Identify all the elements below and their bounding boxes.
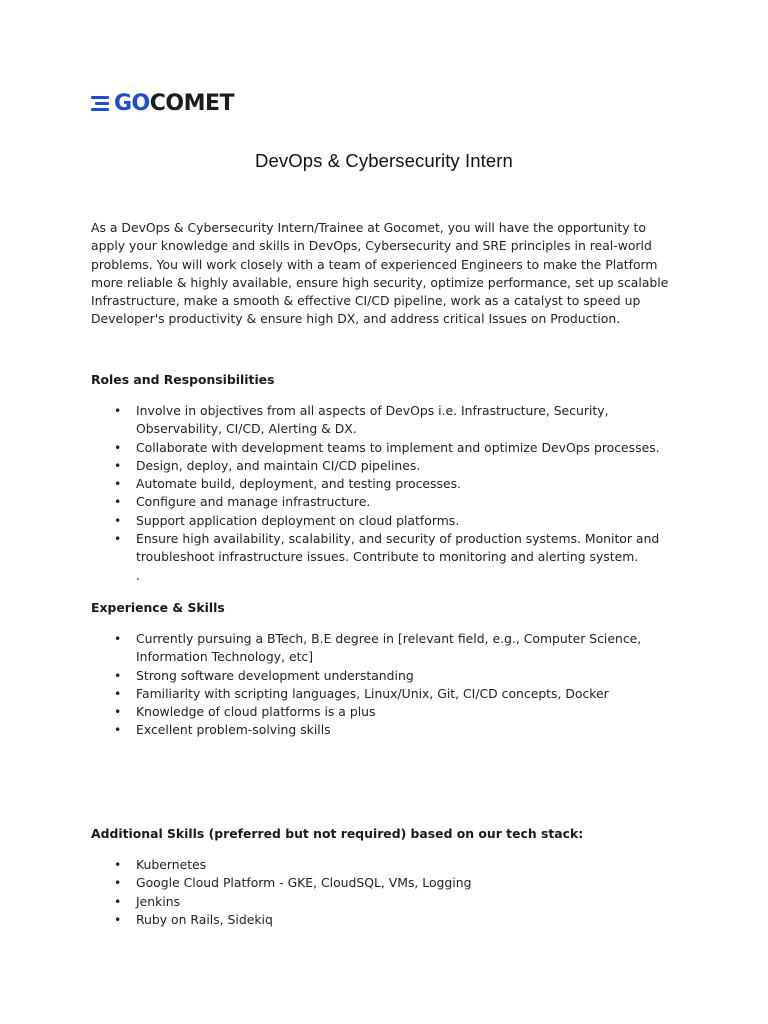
list-item-text: troubleshoot infrastructure issues. Contribute to monitoring and alerting system. (136, 549, 639, 565)
bullet-icon: • (114, 631, 122, 646)
bullet-icon: • (114, 893, 122, 909)
bullet-icon: • (114, 403, 122, 418)
intro-line: problems. You will work closely with a team of experienced Engineers to make the Platform (91, 256, 658, 272)
list-item (91, 475, 691, 493)
list-item-text: Involve in objectives from all aspects of DevOps i.e. Infrastructure, Security, (136, 403, 609, 418)
intro-line: Developer's productivity & ensure high DX, and address critical Issues on Production. (91, 311, 621, 327)
intro-line: Infrastructure, make a smooth & effective CI/CD pipeline, work as a catalyst to speed up (91, 293, 641, 309)
bullet-icon: • (114, 531, 122, 547)
list-item-text: Knowledge of cloud platforms is a plus (136, 704, 376, 720)
bullet-icon: • (114, 512, 122, 528)
bullet-icon: • (114, 439, 122, 455)
list-item (91, 630, 691, 667)
list-item (91, 911, 691, 929)
list-item-text: Ensure high availability, scalability, and security of production systems. Monitor and (136, 531, 660, 547)
list-item (91, 439, 691, 457)
experience-heading: Experience & Skills (91, 600, 225, 615)
list-item-text: Kubernetes (136, 857, 207, 872)
list-item (91, 721, 691, 739)
list-item (91, 493, 691, 511)
bullet-icon: • (114, 476, 122, 492)
list-item (91, 856, 691, 874)
bullet-icon: • (114, 667, 122, 683)
trailing-period: . (136, 567, 140, 583)
list-item-text: Configure and manage infrastructure. (136, 494, 371, 510)
gocomet-logo (91, 90, 234, 116)
list-item (91, 685, 691, 703)
list-item (91, 703, 691, 721)
bullet-icon: • (114, 911, 122, 927)
list-item (91, 512, 691, 530)
list-item (91, 667, 691, 685)
list-item-text: Information Technology, etc] (136, 649, 314, 665)
list-item-text: Automate build, deployment, and testing processes. (136, 476, 461, 492)
document-title: DevOps & Cybersecurity Intern (255, 150, 513, 171)
logo-speed-lines-icon (91, 92, 113, 114)
list-item-text: Jenkins (136, 893, 181, 909)
list-item-text: Observability, CI/CD, Alerting & DX. (136, 421, 357, 437)
list-item-text: Design, deploy, and maintain CI/CD pipelines. (136, 457, 421, 473)
bullet-icon: • (114, 857, 122, 872)
list-item-text: Familiarity with scripting languages, Linux/Unix, Git, CI/CD concepts, Docker (136, 685, 609, 701)
list-item-text: Google Cloud Platform - GKE, CloudSQL, VMs, Logging (136, 875, 472, 891)
list-item (91, 874, 691, 892)
additional-skills-heading: Additional Skills (preferred but not required) based on our tech stack: (91, 826, 584, 841)
list-item-text: Strong software development understanding (136, 667, 414, 683)
logo-comet-text: COMET (149, 90, 235, 116)
list-item-text: Collaborate with development teams to implement and optimize DevOps processes. (136, 439, 660, 455)
intro-line: As a DevOps & Cybersecurity Intern/Trainee at Gocomet, you will have the opportunity to (91, 220, 646, 235)
additional-skills-list (91, 856, 691, 929)
list-item-text: Currently pursuing a BTech, B.E degree in [relevant field, e.g., Computer Science, (136, 631, 642, 646)
list-item (91, 530, 691, 567)
list-item-text: Support application deployment on cloud platforms. (136, 512, 460, 528)
list-item (91, 457, 691, 475)
intro-line: more reliable & highly available, ensure high security, optimize performance, set up scalable (91, 274, 669, 290)
intro-line: apply your knowledge and skills in DevOps, Cybersecurity and SRE principles in real-world (91, 238, 652, 254)
bullet-icon: • (114, 457, 122, 473)
intro-paragraph (91, 219, 691, 329)
bullet-icon: • (114, 722, 122, 738)
bullet-icon: • (114, 704, 122, 720)
roles-list (91, 402, 691, 585)
roles-heading: Roles and Responsibilities (91, 372, 275, 387)
list-item (91, 402, 691, 439)
experience-list (91, 630, 691, 740)
bullet-icon: • (114, 875, 122, 891)
bullet-icon: • (114, 494, 122, 510)
list-item-text: Excellent problem-solving skills (136, 722, 331, 738)
list-item (91, 893, 691, 911)
bullet-icon: • (114, 685, 122, 701)
list-item-text: Ruby on Rails, Sidekiq (136, 911, 273, 927)
logo-go-text: GO (114, 90, 150, 116)
